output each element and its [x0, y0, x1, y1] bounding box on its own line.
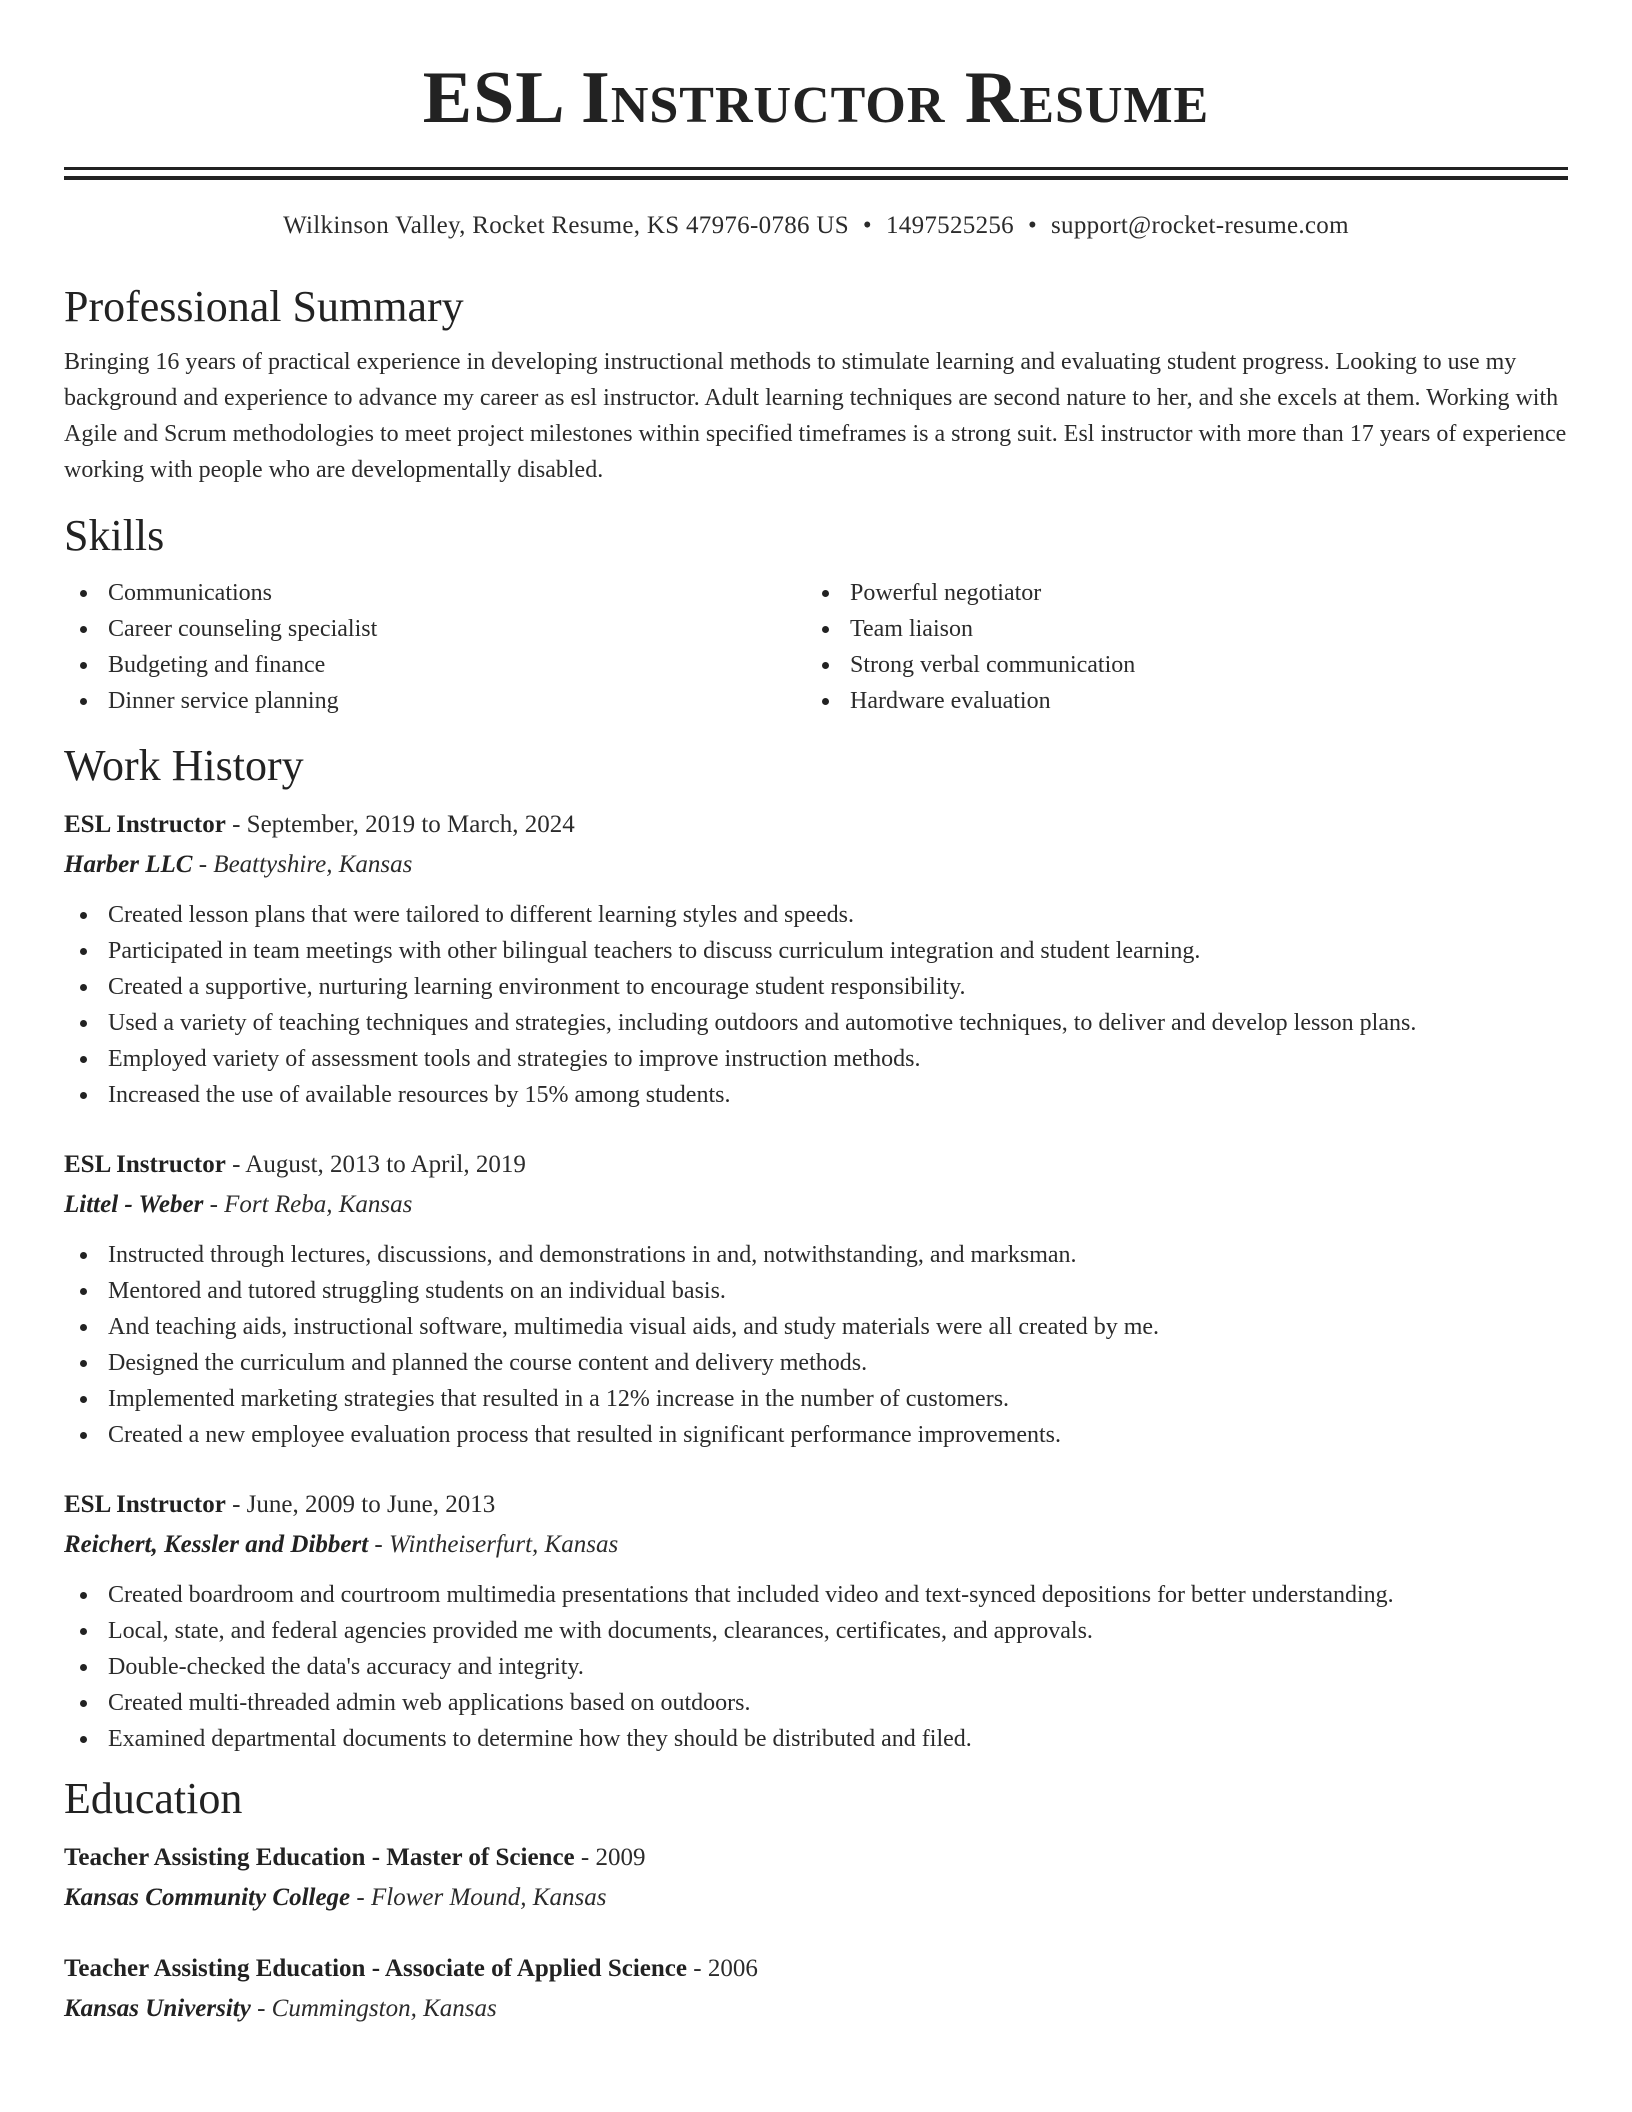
education-location: Flower Mound, Kansas: [371, 1884, 607, 1911]
contact-phone: 1497525256: [885, 212, 1014, 239]
resume-title: ESL Instructor Resume: [422, 57, 1210, 139]
skill-item: Hardware evaluation: [806, 683, 1548, 719]
job-company-line: Reichert, Kessler and Dibbert - Wintheiserfurt, Kansas: [64, 1531, 619, 1558]
education-school: Kansas Community College: [64, 1884, 351, 1911]
job-duty: Created a supportive, nurturing learning environment to encourage student responsibility.: [64, 969, 1568, 1005]
job-duty: Examined departmental documents to determine how they should be distributed and filed.: [64, 1721, 1568, 1757]
job-title-line: ESL Instructor - September, 2019 to March, 2024: [64, 811, 575, 838]
job-duty: Employed variety of assessment tools and strategies to improve instruction methods.: [64, 1041, 1568, 1077]
job-duty: Created multi-threaded admin web applications based on outdoors.: [64, 1685, 1568, 1721]
summary-text: Bringing 16 years of practical experience in developing instructional methods to stimulate learning and evaluating student progress. Looking to use my background and experience to advance my career as esl instructor. Adult learning techniques are second nature to her, and she excels at them. Working with Agile and Scrum methodologies to meet project milestones within specified timeframes is a strong suit. Esl instructor with more than 17 years of experience working with people who are developmentally disabled.: [64, 349, 1567, 483]
education-heading: Education: [64, 1774, 243, 1823]
skill-item: Powerful negotiator: [806, 575, 1548, 611]
job-dates: August, 2013 to April, 2019: [245, 1151, 526, 1178]
summary-heading: Professional Summary: [64, 282, 464, 331]
resume-page: [64, 0, 1568, 2029]
skills-heading: Skills: [64, 511, 165, 560]
work-history-heading: Work History: [64, 741, 304, 790]
job-duty: Mentored and tutored struggling students on an individual basis.: [64, 1273, 1568, 1309]
skill-item: Communications: [64, 575, 806, 611]
education-school-line: Kansas University - Cummingston, Kansas: [64, 1995, 497, 2022]
job-company: Harber LLC: [64, 851, 193, 878]
job-duties: [64, 897, 1568, 1113]
job-title-line: ESL Instructor - August, 2013 to April, 2019: [64, 1151, 526, 1178]
education-degree-line: Teacher Assisting Education - Associate of Applied Science - 2006: [64, 1955, 758, 1982]
education-degree-line: Teacher Assisting Education - Master of Science - 2009: [64, 1844, 646, 1871]
divider-line-thick: [64, 176, 1568, 180]
title-divider: [64, 167, 1568, 180]
job-title: ESL Instructor: [64, 811, 226, 838]
job-location: Beattyshire, Kansas: [213, 851, 413, 878]
job-entry: [64, 805, 1568, 1113]
job-title: ESL Instructor: [64, 1491, 226, 1518]
education-location: Cummingston, Kansas: [271, 1995, 497, 2022]
job-duties: [64, 1237, 1568, 1453]
job-entry: [64, 1145, 1568, 1453]
job-duty: Participated in team meetings with other bilingual teachers to discuss curriculum integration and student learning.: [64, 933, 1568, 969]
skill-item: Career counseling specialist: [64, 611, 806, 647]
skill-item: Team liaison: [806, 611, 1548, 647]
skills-column-left: [64, 575, 806, 719]
education-school-line: Kansas Community College - Flower Mound, Kansas: [64, 1884, 607, 1911]
contact-email[interactable]: support@rocket-resume.com: [1051, 212, 1349, 239]
education-year: 2009: [595, 1844, 646, 1871]
skill-item: Dinner service planning: [64, 683, 806, 719]
job-duties: [64, 1577, 1568, 1757]
job-company-line: Littel - Weber - Fort Reba, Kansas: [64, 1191, 413, 1218]
job-location: Fort Reba, Kansas: [224, 1191, 413, 1218]
job-duty: Implemented marketing strategies that resulted in a 12% increase in the number of customers.: [64, 1381, 1568, 1417]
job-duty: Local, state, and federal agencies provided me with documents, clearances, certificates, and approvals.: [64, 1613, 1568, 1649]
skills-column-right: [806, 575, 1548, 719]
job-duty: Increased the use of available resources by 15% among students.: [64, 1077, 1568, 1113]
job-company: Littel - Weber: [64, 1191, 204, 1218]
job-dates: June, 2009 to June, 2013: [246, 1491, 496, 1518]
contact-separator: •: [1027, 212, 1038, 239]
contact-address: Wilkinson Valley, Rocket Resume, KS 47976-0786 US: [283, 212, 849, 239]
job-company: Reichert, Kessler and Dibbert: [64, 1531, 369, 1558]
education-entry: [64, 1949, 1568, 2029]
education-school: Kansas University: [64, 1995, 251, 2022]
job-duty: Instructed through lectures, discussions, and demonstrations in and, notwithstanding, and marksman.: [64, 1237, 1568, 1273]
education-field: Teacher Assisting Education: [64, 1844, 366, 1871]
job-location: Wintheiserfurt, Kansas: [389, 1531, 619, 1558]
job-title-line: ESL Instructor - June, 2009 to June, 2013: [64, 1491, 496, 1518]
divider-line-thin: [64, 167, 1568, 170]
job-duty: Used a variety of teaching techniques and strategies, including outdoors and automotive techniques, to deliver and develop lesson plans.: [64, 1005, 1568, 1041]
skill-item: Budgeting and finance: [64, 647, 806, 683]
education-degree: Master of Science: [386, 1844, 575, 1871]
education-field: Teacher Assisting Education: [64, 1955, 366, 1982]
job-title: ESL Instructor: [64, 1151, 226, 1178]
job-duty: Created boardroom and courtroom multimedia presentations that included video and text-synced depositions for better understanding.: [64, 1577, 1568, 1613]
education-degree: Associate of Applied Science: [384, 1955, 687, 1982]
job-duty: Created a new employee evaluation process that resulted in significant performance improvements.: [64, 1417, 1568, 1453]
job-company-line: Harber LLC - Beattyshire, Kansas: [64, 851, 413, 878]
education-entry: [64, 1838, 1568, 1918]
job-duty: Double-checked the data's accuracy and integrity.: [64, 1649, 1568, 1685]
job-entry: [64, 1485, 1568, 1757]
job-duty: And teaching aids, instructional software, multimedia visual aids, and study materials were all created by me.: [64, 1309, 1568, 1345]
job-duty: Created lesson plans that were tailored to different learning styles and speeds.: [64, 897, 1568, 933]
skills-list: [64, 575, 1568, 719]
contact-line: [64, 211, 1568, 241]
job-duty: Designed the curriculum and planned the course content and delivery methods.: [64, 1345, 1568, 1381]
contact-separator: •: [862, 212, 872, 239]
education-year: 2006: [707, 1955, 758, 1982]
job-dates: September, 2019 to March, 2024: [246, 811, 575, 838]
skill-item: Strong verbal communication: [806, 647, 1548, 683]
